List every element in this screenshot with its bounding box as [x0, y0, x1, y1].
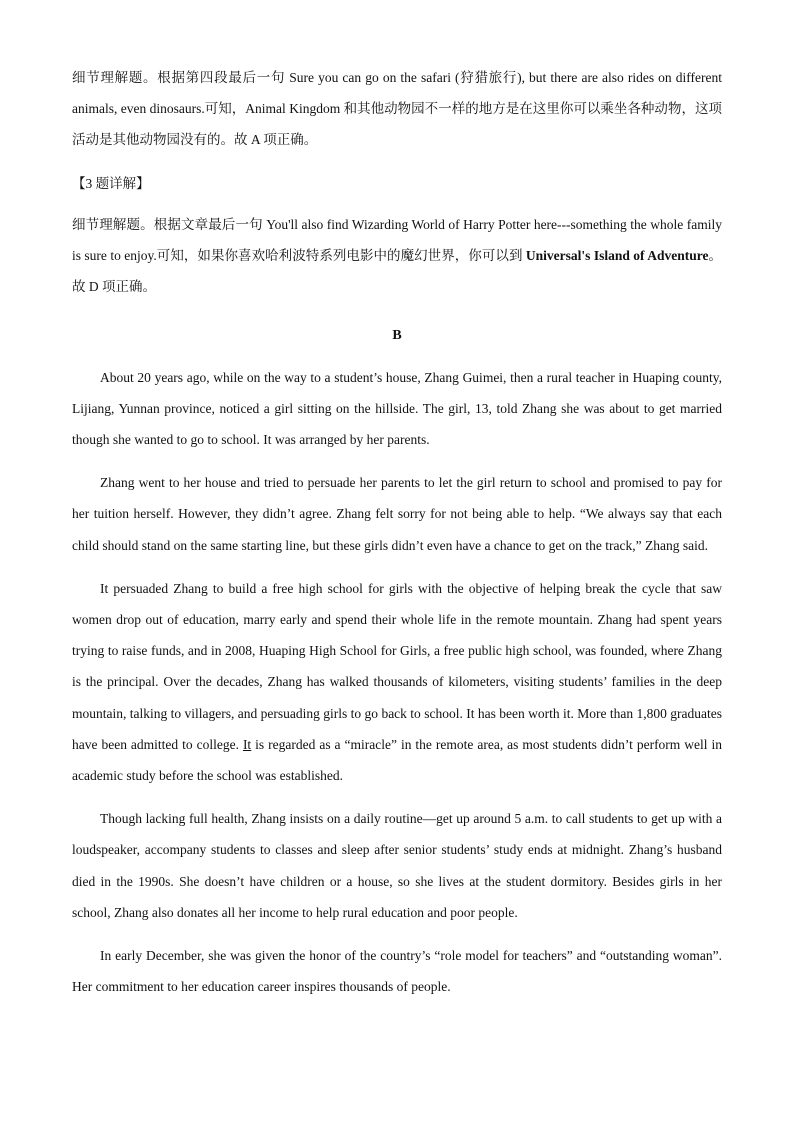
passage-paragraph-5: In early December, she was given the honor of the country’s “role model for teachers” and “outstanding woman”. Her commitment to her education career inspires thousands of people. — [72, 948, 722, 995]
passage-paragraph-4: Though lacking full health, Zhang insists on a daily routine—get up around 5 a.m. to call students to get up with a loudspeaker, accompany students to classes and sleep after senior students’ study ends at midnight. Zhang’s husband died in the 1990s. She doesn’t have children or a house, so she lives at the student dormitory. Besides girls in her school, Zhang also donates all her income to help rural education and poor people. — [72, 811, 722, 920]
passage-paragraph-3-before: It persuaded Zhang to build a free high school for girls with the objective of helping break the cycle that saw women drop out of education, marry early and spend their whole life in the remote mountain. Zhang had spent years trying to raise funds, and in 2008, Huaping High School for Girls, a free public high school, was founded, where Zhang is the principal. Over the decades, Zhang has walked thousands of kilometers, visiting students’ families in the deep mountain, talking to villagers, and persuading girls to go back to school. It has been worth it. More than 1,800 graduates have been admitted to college. — [72, 580, 722, 752]
passage-paragraph-3-after: is regarded as a “miracle” in the remote area, as most students didn’t perform well in academic study before the school was established. — [72, 736, 722, 784]
passage-paragraph-3 — [72, 573, 722, 791]
answer-3-text-after: 。故 D 项正确。 — [72, 248, 722, 295]
answer-3-explanation — [72, 209, 722, 303]
answer-3-bold-place: Universal's Island of Adventure — [525, 248, 709, 264]
answer-2-explanation: 细节理解题。根据第四段最后一句 Sure you can go on the safari (狩猎旅行), but there are also rides on different animals, even dinosaurs.可知，Animal Kingdom 和其他动物园不一样的地方是在这里你可以乘坐各种动物，这项活动是其他动物园没有的。故 A 项正确。 — [72, 70, 722, 148]
passage-paragraph-2: Zhang went to her house and tried to persuade her parents to let the girl return to school and promised to pay for her tuition herself. However, they didn’t agree. Zhang felt sorry for not being able to help. “We always say that each child should stand on the same starting line, but these girls didn’t even have a chance to get on the track,” Zhang said. — [72, 475, 722, 553]
underlined-it: It — [242, 736, 252, 752]
section-title: B — [392, 328, 402, 344]
document-page — [72, 62, 722, 1014]
question-3-heading: 【3 题详解】 — [72, 175, 150, 191]
answer-3-text-before: 细节理解题。根据文章最后一句 You'll also find Wizarding World of Harry Potter here---something the whole family is sure to enjoy.可知，如果你喜欢哈利波特系列电影中的魔幻世界，你可以到 — [72, 216, 722, 264]
passage-paragraph-1: About 20 years ago, while on the way to a student’s house, Zhang Guimei, then a rural teacher in Huaping county, Lijiang, Yunnan province, noticed a girl sitting on the hillside. The girl, 13, told Zhang she was about to get married though she wanted to go to school. It was arranged by her parents. — [72, 369, 722, 448]
